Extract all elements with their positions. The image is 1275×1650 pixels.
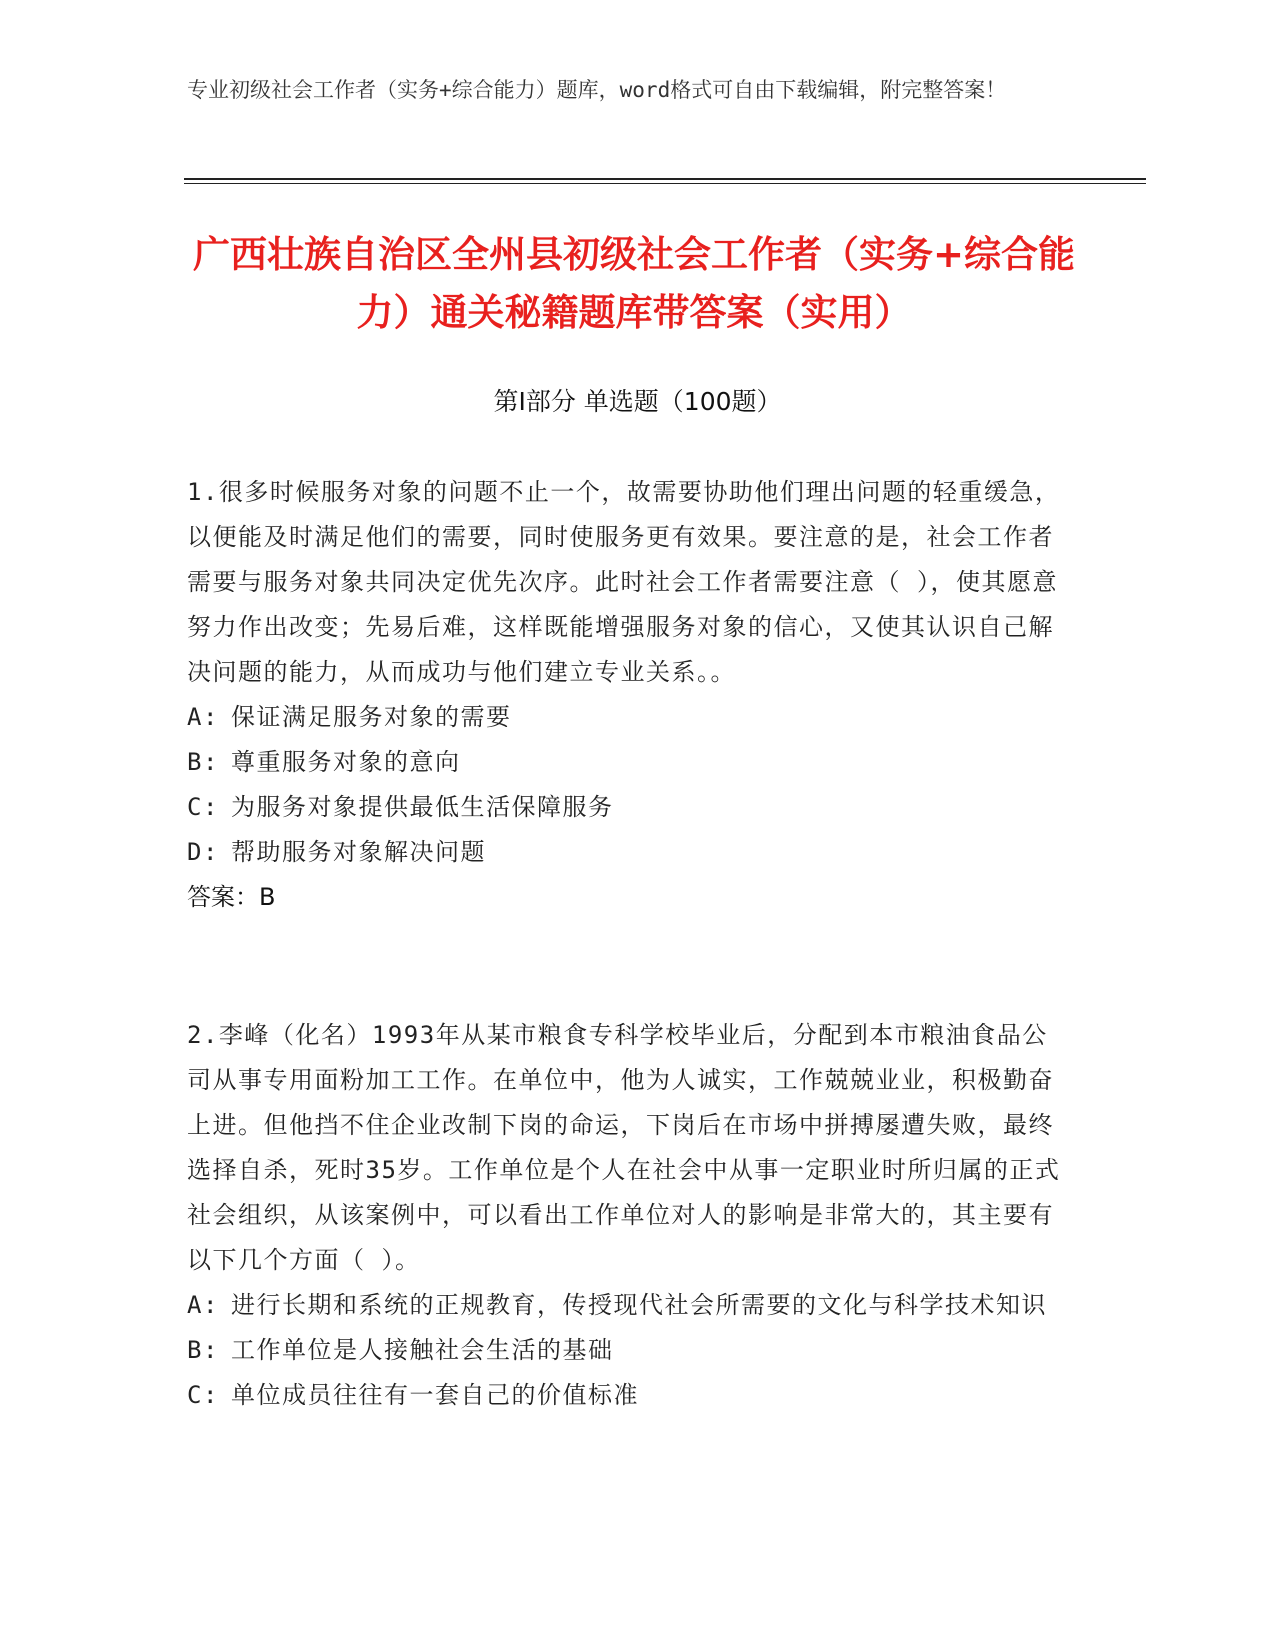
option-text: 进行长期和系统的正规教育，传授现代社会所需要的文化与科学技术知识	[231, 1291, 1047, 1319]
option-a	[187, 1283, 1067, 1328]
option-key: A:	[187, 1291, 219, 1319]
option-key: A:	[187, 703, 219, 731]
option-d	[187, 830, 1067, 875]
option-c	[187, 785, 1067, 830]
header-rule-thick	[184, 178, 1146, 180]
option-text: 工作单位是人接触社会生活的基础	[231, 1336, 614, 1364]
option-text: 帮助服务对象解决问题	[231, 838, 486, 866]
header-note: 专业初级社会工作者（实务+综合能力）题库，word格式可自由下载编辑，附完整答案！	[187, 78, 1007, 102]
option-text: 保证满足服务对象的需要	[231, 703, 512, 731]
option-key: C:	[187, 1381, 219, 1409]
option-key: C:	[187, 793, 219, 821]
question-1	[187, 470, 1067, 920]
option-b	[187, 1328, 1067, 1373]
option-key: B:	[187, 1336, 219, 1364]
option-b	[187, 740, 1067, 785]
question-stem: 1.很多时候服务对象的问题不止一个，故需要协助他们理出问题的轻重缓急，以便能及时满足他们的需要，同时使服务更有效果。要注意的是，社会工作者需要与服务对象共同决定优先次序。此时社会工作者需要注意（ ），使其愿意努力作出改变；先易后难，这样既能增强服务对象的信心，又使其认识自己解决问题的能力，从而成功与他们建立专业关系。。	[187, 478, 1061, 686]
header-rule-thin	[184, 183, 1146, 184]
question-2	[187, 1013, 1067, 1418]
option-key: D:	[187, 838, 219, 866]
option-c	[187, 1373, 1067, 1418]
option-text: 单位成员往往有一套自己的价值标准	[231, 1381, 639, 1409]
document-title: 广西壮族自治区全州县初级社会工作者（实务+综合能力）通关秘籍题库带答案（实用）	[192, 233, 1075, 334]
option-a	[187, 695, 1067, 740]
option-text: 为服务对象提供最低生活保障服务	[231, 793, 614, 821]
option-text: 尊重服务对象的意向	[231, 748, 461, 776]
section-title: 第Ⅰ部分 单选题（100题）	[493, 387, 782, 416]
answer-line: 答案：B	[187, 883, 276, 911]
option-key: B:	[187, 748, 219, 776]
question-stem: 2.李峰（化名）1993年从某市粮食专科学校毕业后，分配到本市粮油食品公司从事专用面粉加工工作。在单位中，他为人诚实，工作兢兢业业，积极勤奋上进。但他挡不住企业改制下岗的命运，下岗后在市场中拼搏屡遭失败，最终选择自杀，死时35岁。工作单位是个人在社会中从事一定职业时所归属的正式社会组织，从该案例中，可以看出工作单位对人的影响是非常大的，其主要有以下几个方面（ ）。	[187, 1021, 1061, 1274]
